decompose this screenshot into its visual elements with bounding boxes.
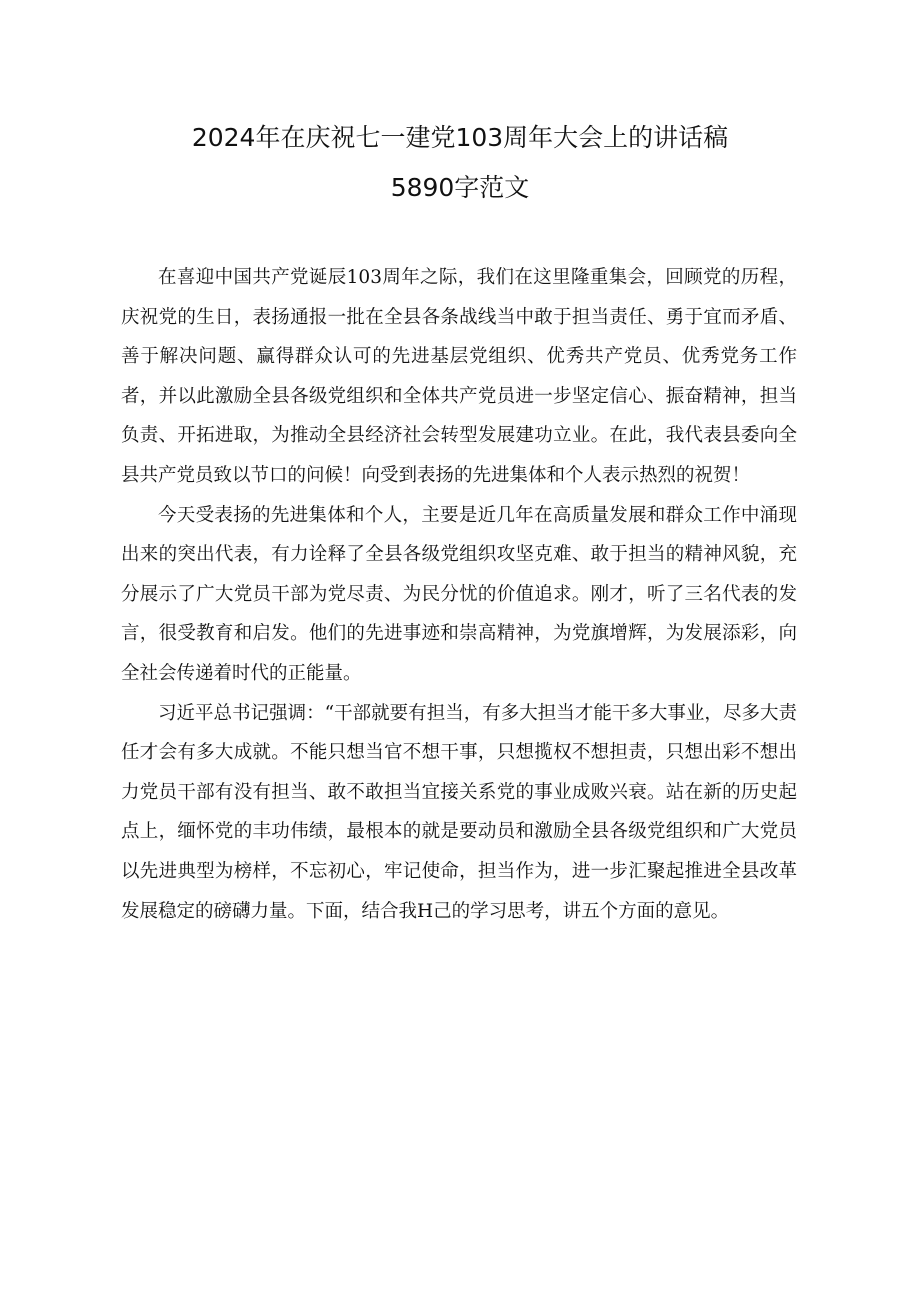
body-paragraph-3: 习近平总书记强调：“干部就要有担当，有多大担当才能干多大事业，尽多大责任才会有多大成就。不能只想当官不想干事，只想揽权不想担责，只想出彩不想出力党员干部有没有担当、敢不敢担当宜接关系党的事业成败兴衰。站在新的历史起点上，缅怀党的丰功伟绩，最根本的就是要动员和激励全县各级党组织和广大党员以先进典型为榜样，不忘初心，牢记使命，担当作为，进一步汇聚起推进全县改革发展稳定的磅礴力量。下面，结合我H己的学习思考，讲五个方面的意见。 bbox=[121, 702, 797, 922]
body-paragraph-1: 在喜迎中国共产党诞辰103周年之际，我们在这里隆重集会，回顾党的历程，庆祝党的生日，表扬通报一批在全县各条战线当中敢于担当责任、勇于宜而矛盾、善于解决问题、赢得群众认可的先进基层党组织、优秀共产党员、优秀党务工作者，并以此激励全县各级党组织和全体共产党员进一步坚定信心、振奋精神，担当负责、开拓进取，为推动全县经济社会转型发展建功立业。在此，我代表县委向全县共产党员致以节口的问候！向受到表扬的先进集体和个人表示热烈的祝贺！ bbox=[121, 267, 797, 486]
document-title-line-2: 5890字范文 bbox=[390, 173, 530, 202]
document-body bbox=[121, 258, 797, 931]
body-paragraph-2: 今天受表扬的先进集体和个人，主要是近几年在高质量发展和群众工作中涌现出来的突出代表，有力诠释了全县各级党组织攻坚克难、敢于担当的精神风貌，充分展示了广大党员干部为党尽责、为民分忧的价值追求。刚才，听了三名代表的发言，很受教育和启发。他们的先进事迹和崇高精神，为党旗增辉，为发展添彩，向全社会传递着时代的正能量。 bbox=[121, 504, 797, 684]
document-title-line-1: 2024年在庆祝七一建党103周年大会上的讲话稿 bbox=[191, 123, 729, 152]
